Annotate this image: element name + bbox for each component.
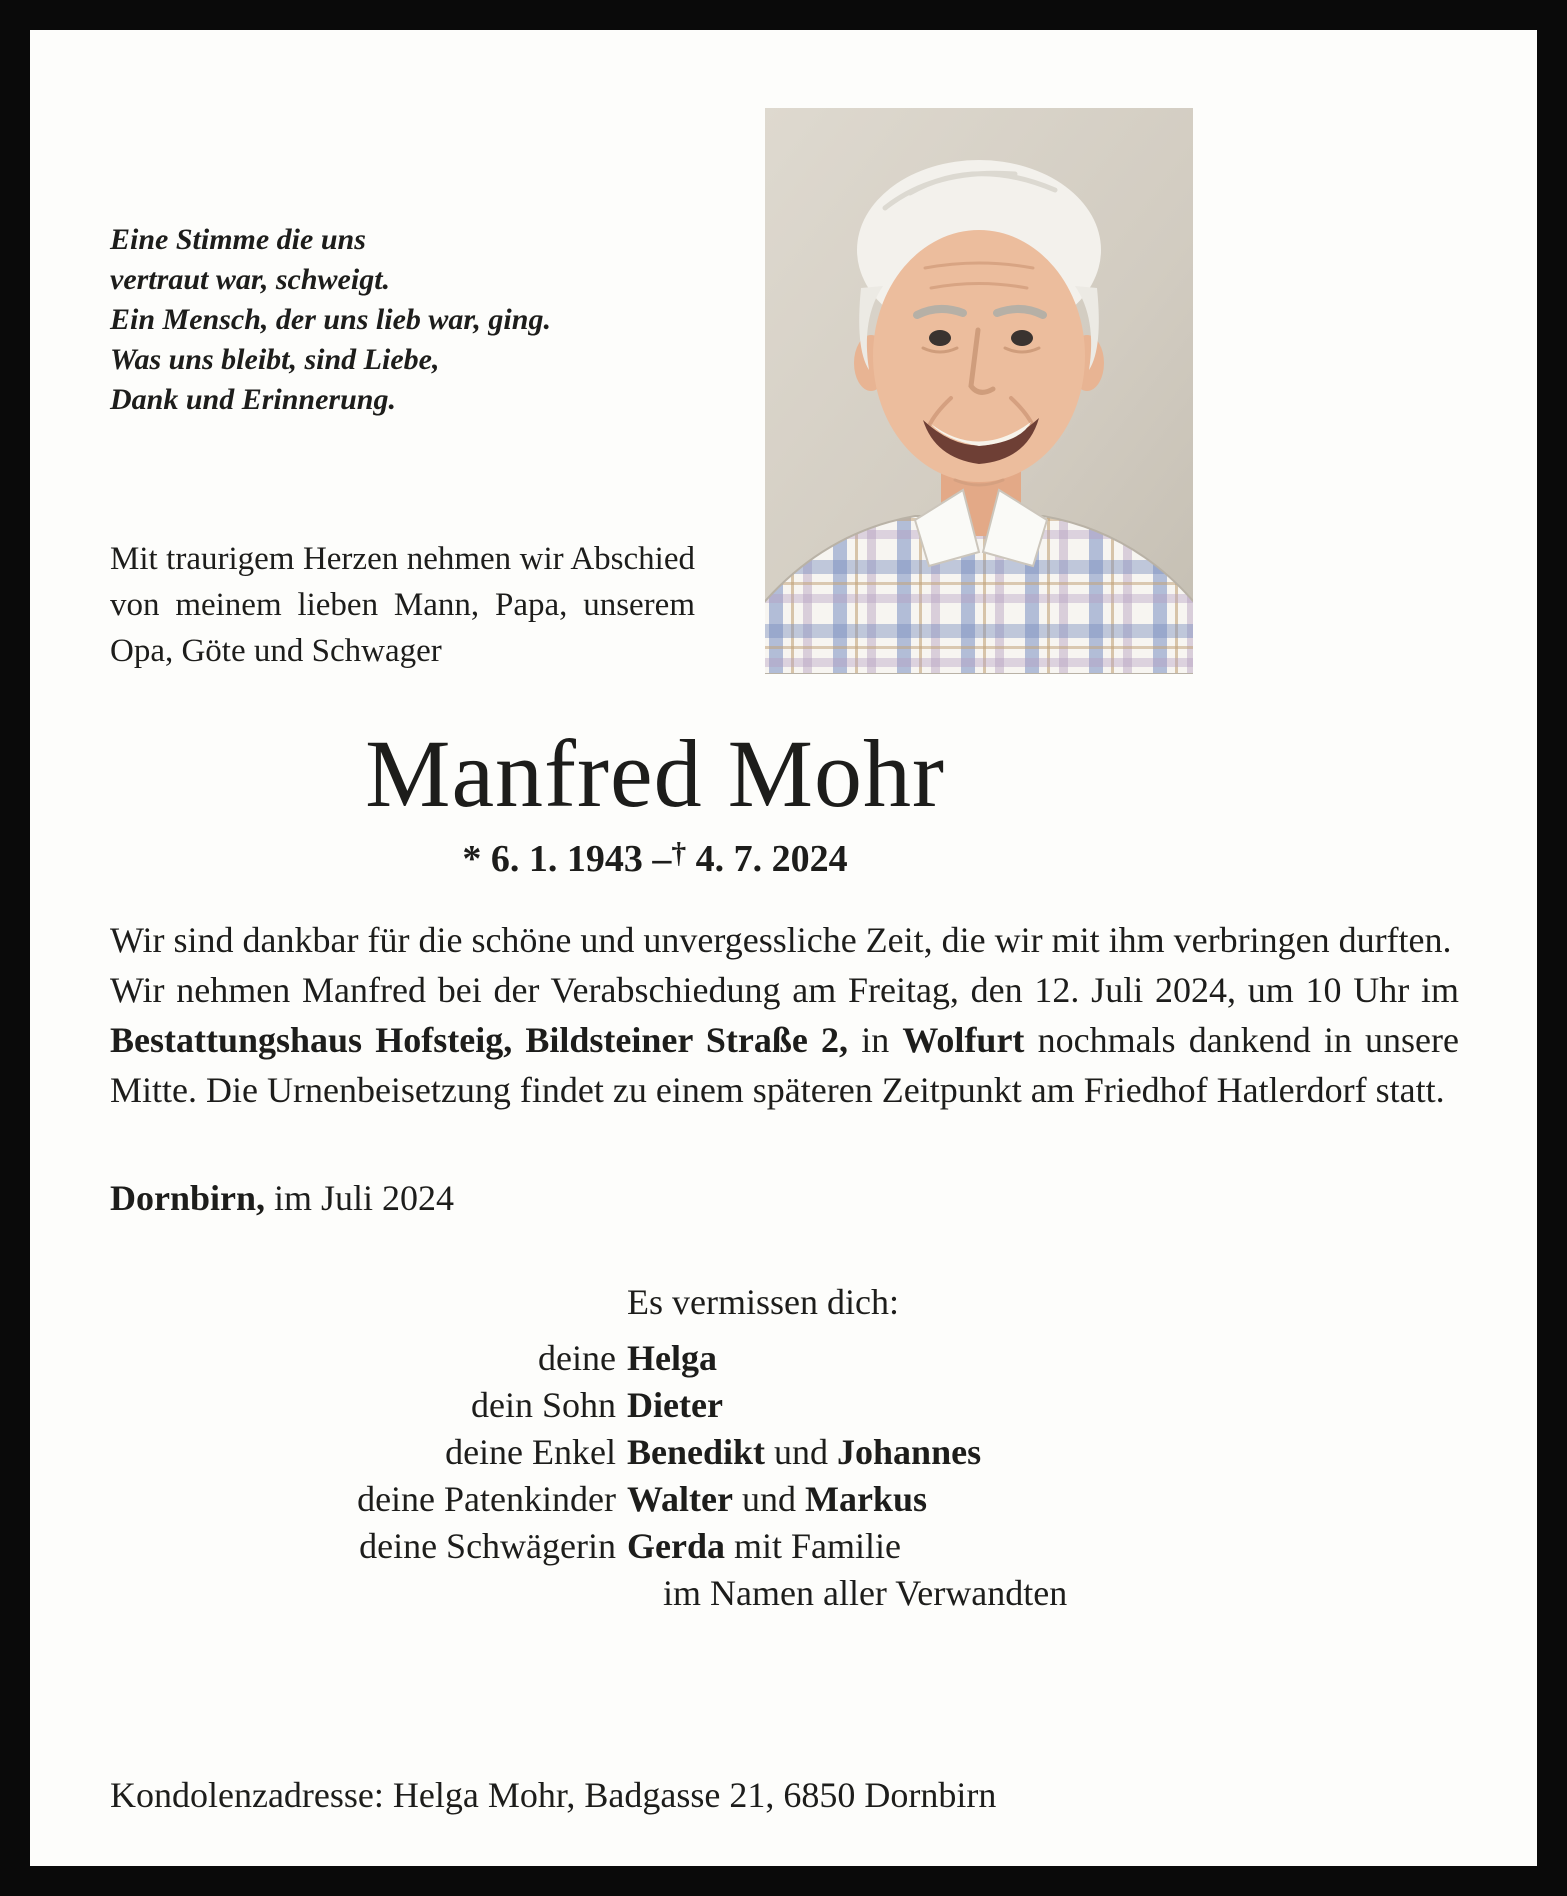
poem-line: Ein Mensch, der uns lieb war, ging. [110,303,551,336]
birth-date: * 6. 1. 1943 [462,837,643,880]
death-dagger-icon: † [671,837,687,870]
farewell-intro: Mit traurigem Herzen nehmen wir Abschied von meinem lieben Mann, Papa, unserem Opa, Göte und Schwager [110,541,695,669]
mourner-relation: dein Sohn [470,1384,616,1425]
mourner-relation: deine Schwägerin [359,1525,616,1566]
dateline-date: im Juli 2024 [274,1177,455,1218]
poem-line: vertraut war, schweigt. [110,263,391,296]
announcement-text [110,915,1459,1115]
top-section [110,108,1459,674]
deceased-portrait-photo [765,108,1193,674]
deceased-name: Manfred Mohr [365,720,945,827]
mourner-name: Gerda [627,1525,725,1566]
mourner-connector: und [774,1431,829,1472]
funeral-home-name: Bestattungshaus Hofsteig, Bildsteiner Straße 2, [110,1019,849,1060]
mourner-name: Markus [804,1478,927,1519]
poem-line: Was uns bleibt, sind Liebe, [110,343,440,376]
service-text: in [861,1019,890,1060]
mourner-suffix: im Namen aller Verwandten [663,1572,1068,1613]
name-block [110,720,1200,881]
mourner-suffix: mit Familie [733,1525,901,1566]
dateline [110,1173,1459,1223]
mourner-row [110,1429,1459,1476]
mourner-name: Helga [627,1337,717,1378]
portrait-illustration [765,108,1193,674]
mourner-row [110,1570,1459,1617]
mourners-list [110,1335,1459,1617]
dates-separator: – [652,837,672,880]
mourner-relation: deine Patenkinder [357,1478,616,1519]
memorial-poem [110,220,765,420]
poem-line: Dank und Erinnerung. [110,383,396,416]
mourner-names [627,1523,1459,1570]
mourners-heading: Es vermissen dich: [627,1281,899,1322]
dateline-city: Dornbirn, [110,1177,266,1218]
mourner-relation: deine Enkel [445,1431,616,1472]
flex-spacer [110,1617,1459,1770]
mourner-row [110,1476,1459,1523]
mourner-relation [110,1570,616,1617]
funeral-location: Wolfurt [902,1019,1025,1060]
mourner-row [110,1523,1459,1570]
poem-line: Eine Stimme die uns [110,223,366,256]
mourner-row [110,1382,1459,1429]
condolence-address: Kondolenzadresse: Helga Mohr, Badgasse 21, 6850 Dornbirn [110,1775,997,1815]
mourner-row [110,1335,1459,1382]
mourner-connector: und [741,1478,796,1519]
mourner-name: Dieter [627,1384,723,1425]
mourner-relation: deine [538,1337,616,1378]
mourner-name: Walter [627,1478,733,1519]
mourner-name: Benedikt [627,1431,766,1472]
mourner-names [627,1570,1459,1617]
service-text: nochmals dankend in unsere Mitte. Die Urnenbeisetzung findet zu einem späteren Zeitpunkt am Friedhof Hatlerdorf statt. [110,1019,1459,1110]
obituary-sheet [30,30,1537,1866]
mourner-names [627,1429,1459,1476]
mourner-names [627,1335,1459,1382]
mourner-names [627,1476,1459,1523]
service-text: Wir nehmen Manfred bei der Verabschiedung am Freitag, den 12. Juli 2024, um 10 Uhr im [110,969,1459,1010]
death-date: 4. 7. 2024 [695,837,848,880]
service-paragraph [110,965,1459,1115]
mourner-names [627,1382,1459,1429]
top-left-column [110,108,765,674]
life-dates [110,837,1200,881]
gratitude-paragraph: Wir sind dankbar für die schöne und unvergessliche Zeit, die wir mit ihm verbringen durften. [110,919,1452,960]
mourner-name: Johannes [837,1431,982,1472]
